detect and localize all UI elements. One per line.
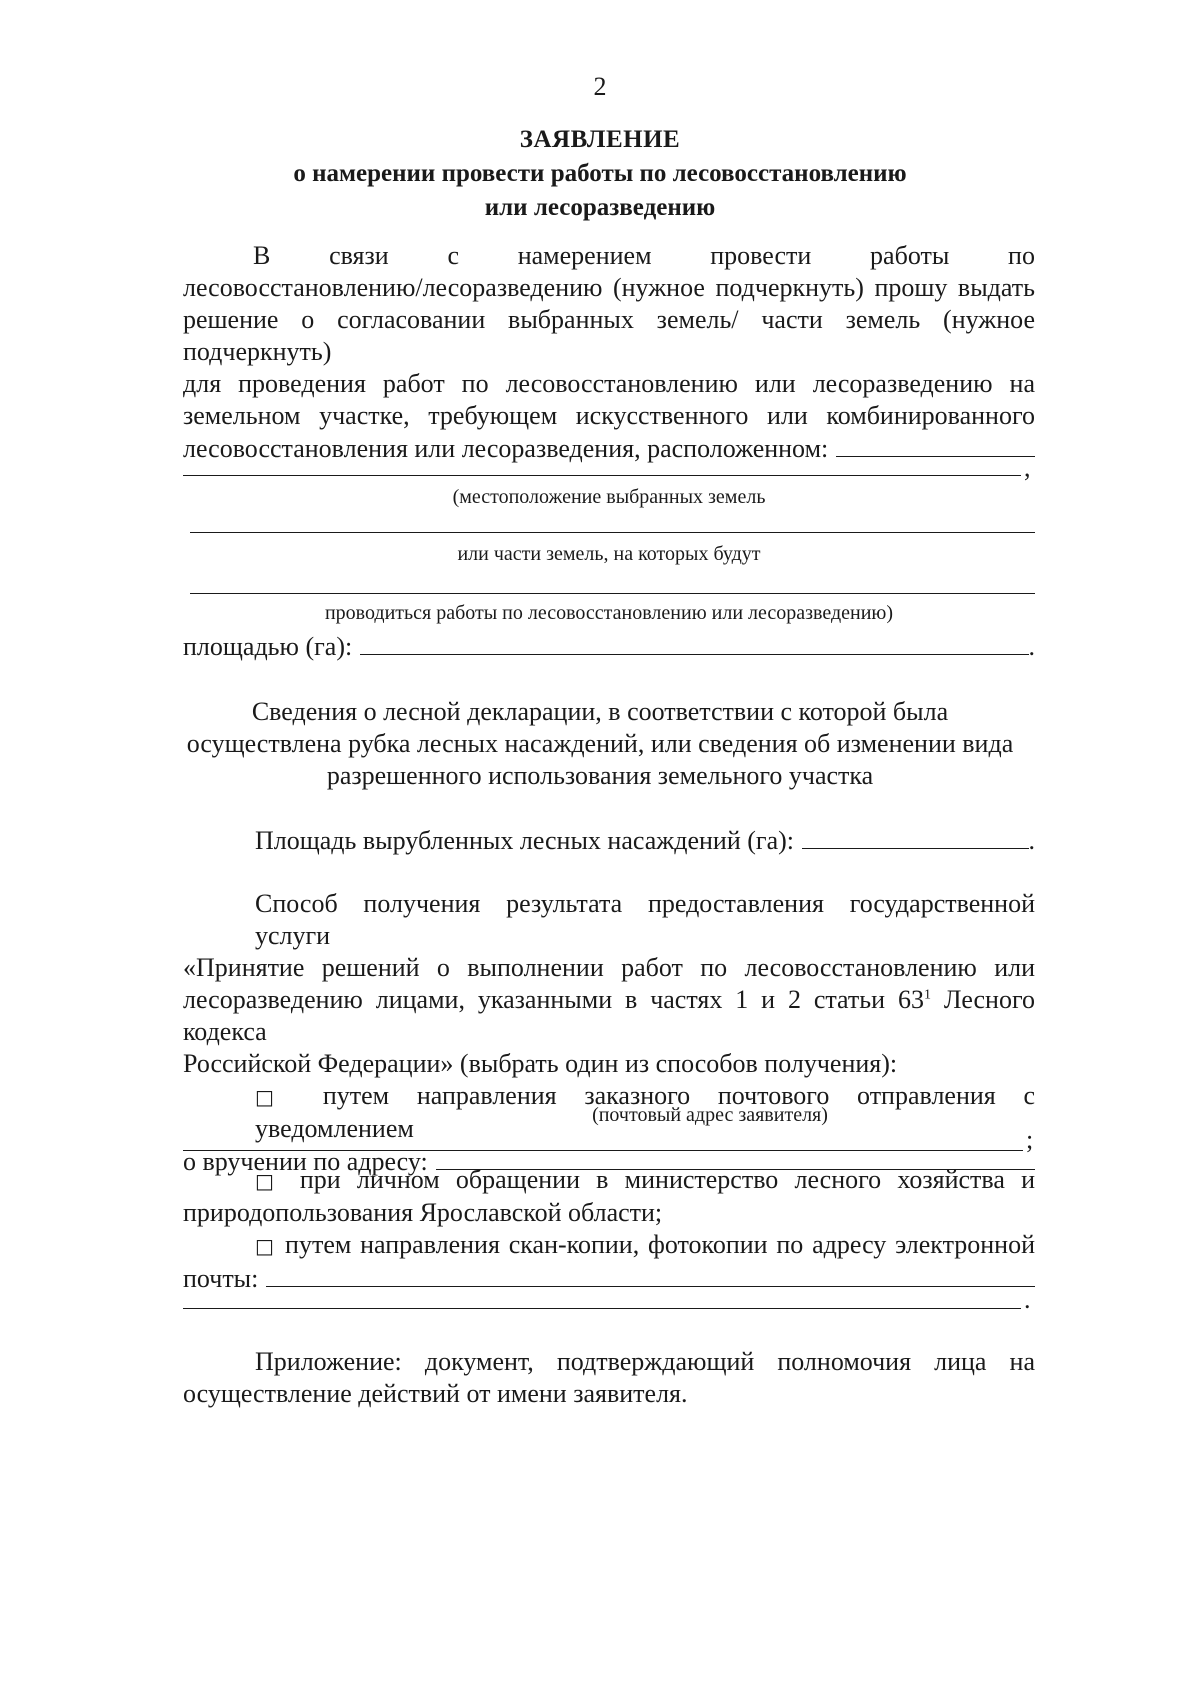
intro-line-4: для проведения работ по лесовосстановлению или лесоразведению на — [183, 369, 1035, 398]
intro-word: провести — [710, 241, 812, 270]
intro-line-3: решение о согласовании выбранных земель/ части земель (нужное подчеркнуть) — [183, 305, 1035, 366]
option-personal-line-1 — [183, 1164, 1035, 1197]
mail-address-caption: (почтовый адрес заявителя) — [592, 1104, 828, 1126]
felled-area-period: . — [1028, 826, 1035, 855]
intro-line-5: земельном участке, требующем искусственного или комбинированного — [183, 401, 1035, 430]
intro-line-2: лесовосстановлению/лесоразведению (нужное подчеркнуть) прошу выдать — [183, 273, 1035, 302]
declaration-line-1: Сведения о лесной декларации, в соответствии с которой была — [251, 697, 949, 726]
intro-word: связи — [329, 241, 389, 270]
location-field-1[interactable] — [836, 432, 1035, 457]
declaration-line-2: осуществлена рубка лесных насаждений, или сведения об изменении вида — [186, 729, 1014, 758]
location-field-4[interactable] — [190, 593, 1035, 594]
area-period: . — [1028, 632, 1035, 661]
method-line-4: Российской Федерации» (выбрать один из способов получения): — [183, 1049, 898, 1078]
method-paragraph — [183, 888, 1035, 1178]
option-personal-text: при личном обращении в министерство лесного хозяйства и — [299, 1165, 1036, 1194]
checkbox-mail[interactable]: □ — [255, 1085, 296, 1109]
location-caption-3: проводиться работы по лесовосстановлению или лесоразведению) — [324, 602, 894, 624]
document-title — [0, 126, 1200, 222]
location-line-1 — [183, 432, 1035, 465]
intro-word: по — [1008, 241, 1035, 270]
attachment-line-2: осуществление действий от имени заявителя. — [183, 1379, 688, 1408]
declaration-line-3: разрешенного использования земельного участка — [326, 761, 874, 790]
method-line-1: Способ получения результата предоставления государственной услуги — [255, 889, 1035, 950]
method-line-2: «Принятие решений о выполнении работ по лесовосстановлению или — [183, 953, 1035, 982]
area-label: площадью (га): — [183, 632, 353, 661]
mail-address-label: о вручении по адресу: — [183, 1147, 428, 1176]
option-personal — [183, 1164, 1035, 1295]
page-number: 2 — [593, 72, 607, 101]
attachment-paragraph — [183, 1346, 1035, 1410]
declaration-heading — [0, 696, 1200, 792]
mail-address-field-2[interactable] — [183, 1150, 1023, 1151]
felled-area-field[interactable] — [802, 824, 1028, 849]
option-personal-line-2: природопользования Ярославской области; — [183, 1198, 663, 1227]
method-line-3b: Лесного кодекса — [183, 985, 1035, 1046]
option-email-line-1 — [183, 1229, 1035, 1262]
felled-area-row — [255, 824, 1035, 857]
option-email-line-2 — [183, 1262, 1035, 1295]
intro-word: В — [253, 241, 271, 270]
location-label: лесовосстановления или лесоразведения, расположенном: — [183, 434, 829, 463]
title-line-3: или лесоразведению — [484, 194, 716, 221]
title-line-2: о намерении провести работы по лесовосстановлению — [293, 160, 907, 187]
checkbox-email[interactable]: □ — [255, 1234, 277, 1258]
location-field-2[interactable] — [183, 475, 1021, 476]
location-field-3[interactable] — [190, 532, 1035, 533]
option-email-text: путем направления скан-копии, фотокопии по адресу электронной — [285, 1230, 1036, 1259]
location-comma: , — [1024, 453, 1031, 482]
title-line-1: ЗАЯВЛЕНИЕ — [519, 126, 681, 153]
email-period: . — [1024, 1285, 1031, 1314]
intro-word: работы — [870, 241, 950, 270]
option-mail-text: путем направления заказного почтового отправления с уведомлением — [255, 1081, 1035, 1143]
location-caption-1: (местоположение выбранных земель — [452, 486, 766, 508]
mail-semicolon: ; — [1026, 1125, 1034, 1154]
intro-paragraph — [183, 240, 1035, 465]
attachment-line-1: Приложение: документ, подтверждающий полномочия лица на — [255, 1347, 1035, 1376]
location-caption-2: или части земель, на которых будут — [457, 543, 761, 565]
felled-area-label: Площадь вырубленных лесных насаждений (га): — [255, 826, 795, 855]
email-field-2[interactable] — [183, 1308, 1021, 1309]
email-label: почты: — [183, 1264, 259, 1293]
intro-line-1 — [183, 240, 1035, 272]
intro-word: с — [447, 241, 459, 270]
footnote-mark: 1 — [923, 987, 931, 1003]
email-field-1[interactable] — [266, 1262, 1035, 1287]
area-row — [183, 630, 1035, 663]
checkbox-personal[interactable]: □ — [255, 1169, 284, 1193]
intro-word: намерением — [517, 241, 652, 270]
area-field[interactable] — [360, 630, 1028, 655]
method-line-3a: лесоразведению лицами, указанными в частях 1 и 2 статьи 63 — [183, 985, 924, 1014]
method-line-3 — [183, 984, 1035, 1048]
